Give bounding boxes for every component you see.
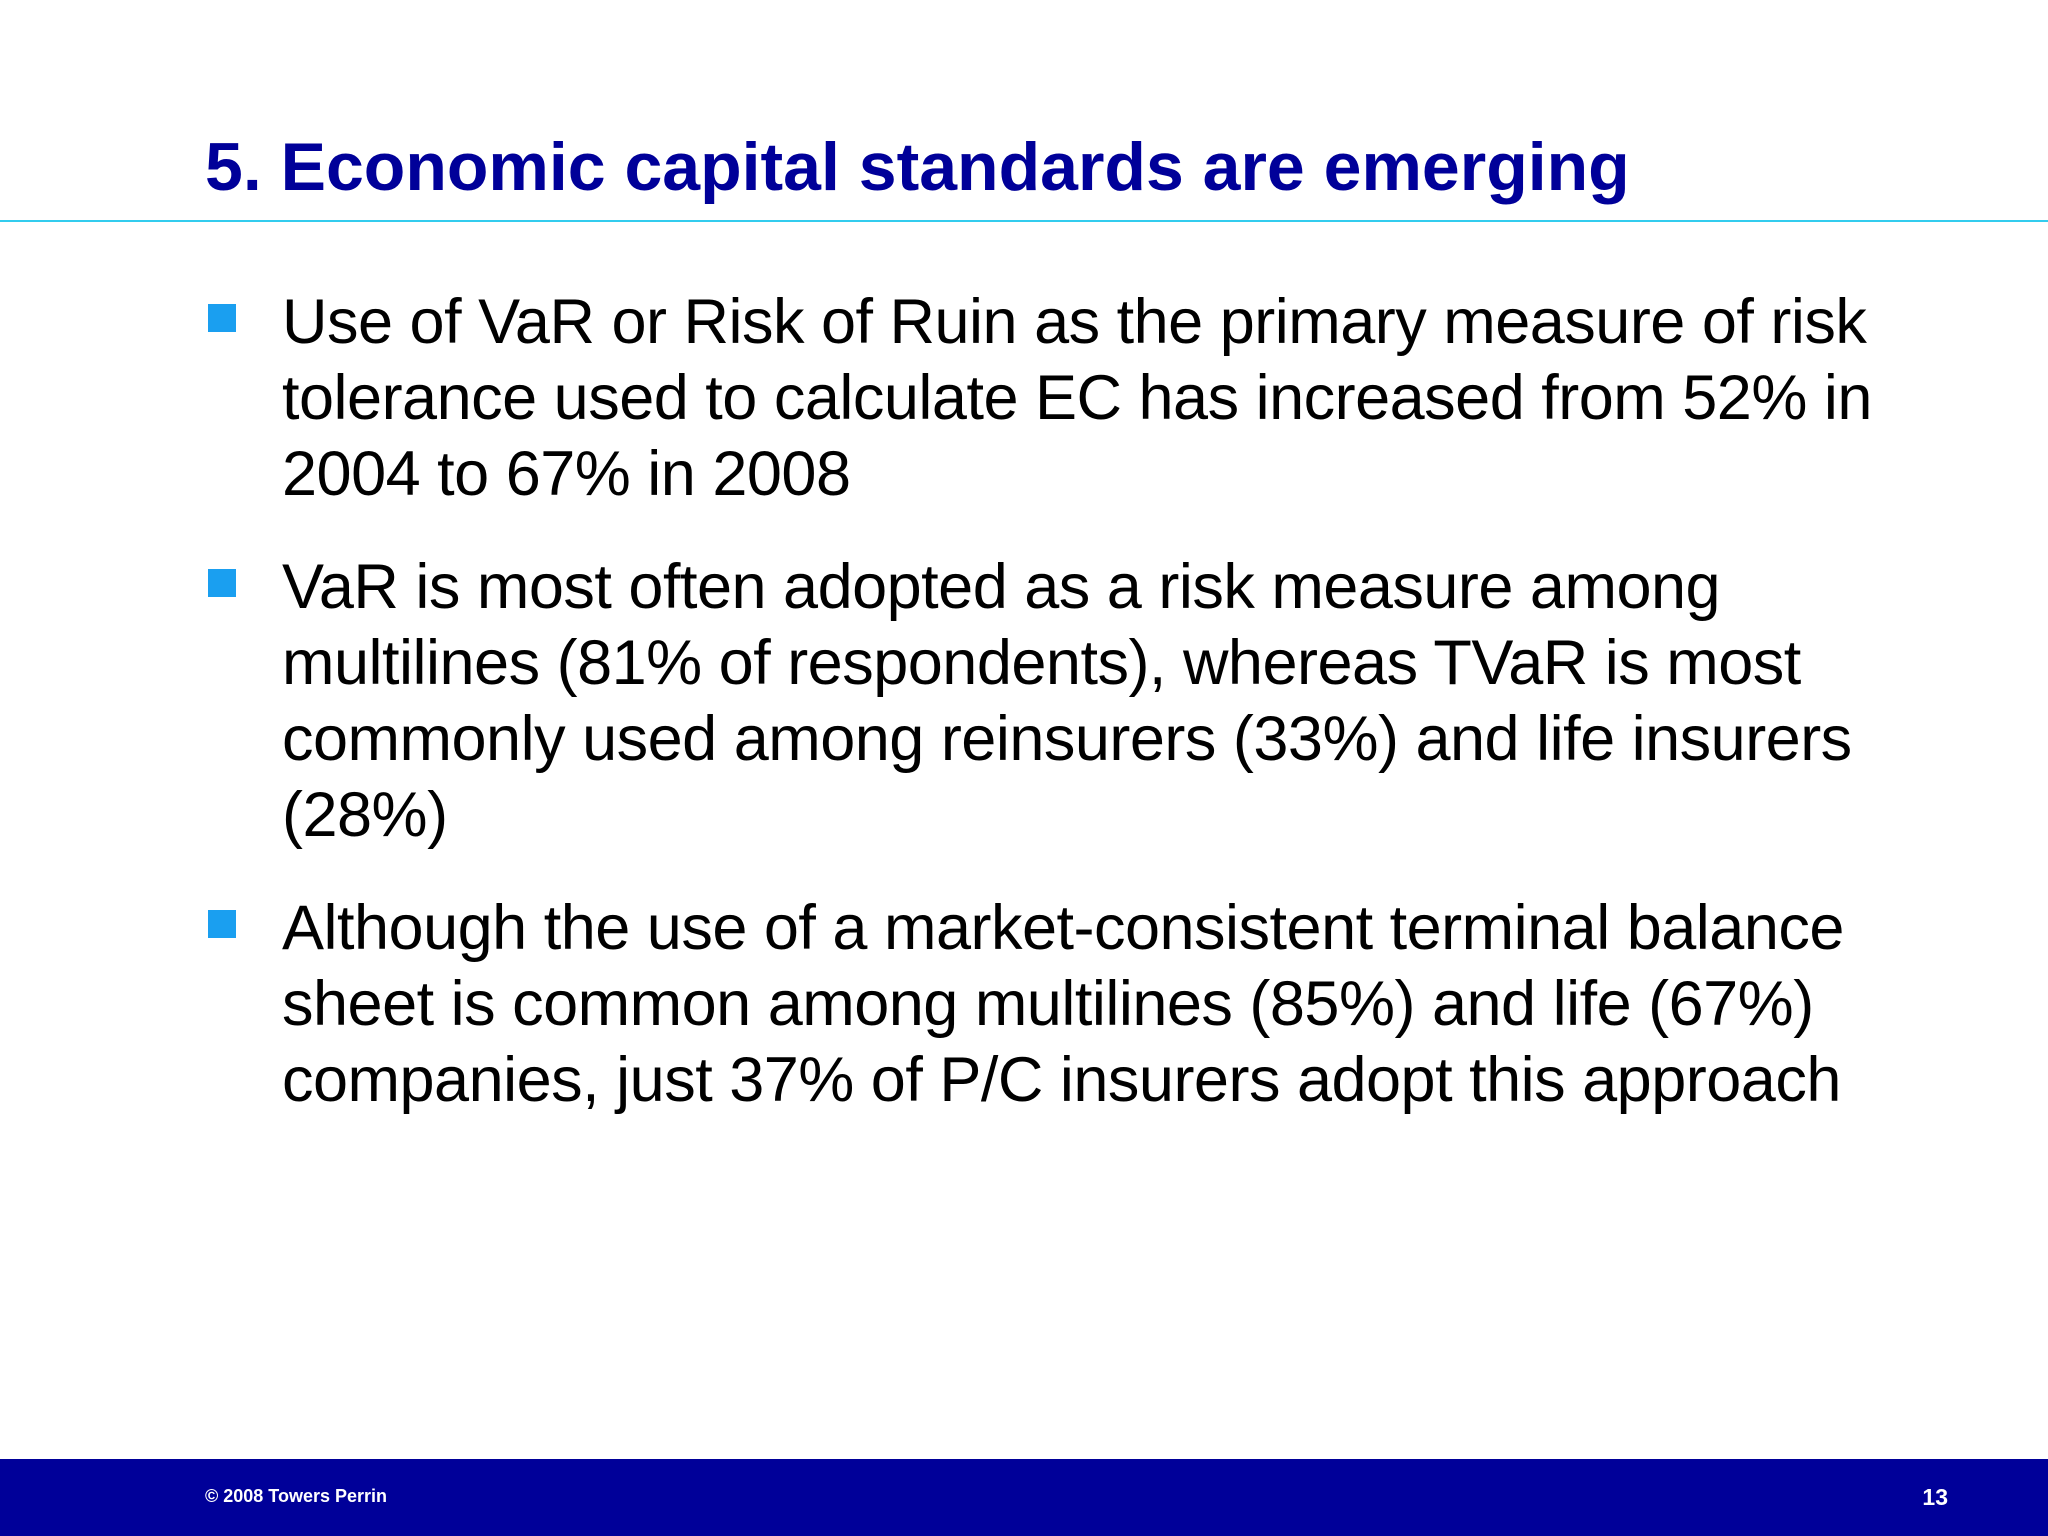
- bullet-text: VaR is most often adopted as a risk measure among multilines (81% of respondents), whereas TVaR is most commonly used among reinsurers (33%) and life insurers (28%): [282, 552, 1852, 850]
- square-bullet-icon: [208, 910, 236, 938]
- footer-bar: [0, 1459, 2048, 1536]
- copyright-text: © 2008 Towers Perrin: [205, 1486, 388, 1506]
- square-bullet-icon: [208, 569, 236, 597]
- bullet-text: Although the use of a market-consistent terminal balance sheet is common among multilines (85%) and life (67%) companies, just 37% of P/C insurers adopt this approach: [282, 893, 1844, 1115]
- slide-title: 5. Economic capital standards are emerging: [205, 129, 1630, 205]
- bullet-item: [205, 549, 1965, 853]
- square-bullet-icon: [208, 304, 236, 332]
- title-divider: [0, 220, 2048, 222]
- bullet-item: [205, 284, 1965, 512]
- bullet-text: Use of VaR or Risk of Ruin as the primary measure of risk tolerance used to calculate EC has increased from 52% in 2004 to 67% in 2008: [282, 287, 1872, 509]
- bullet-list: [205, 284, 1965, 1155]
- page-number: 13: [1922, 1484, 1948, 1510]
- bullet-item: [205, 890, 1965, 1118]
